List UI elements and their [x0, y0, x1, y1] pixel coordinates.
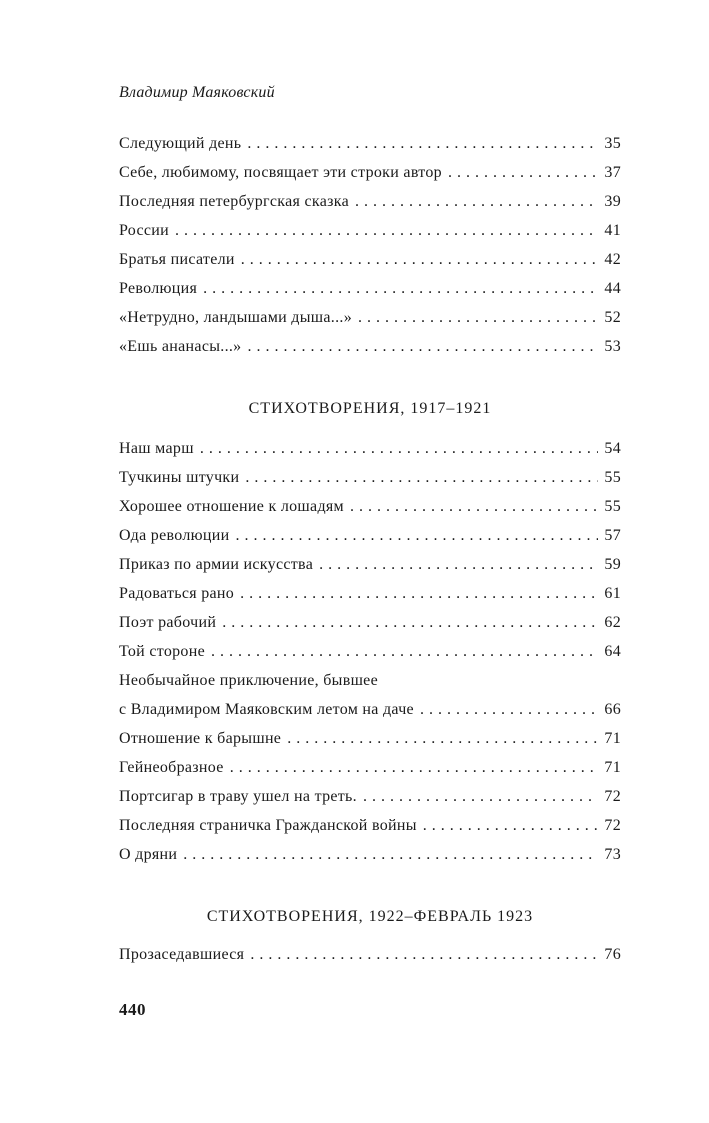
toc-entry[interactable] — [119, 788, 621, 817]
toc-entry-title: Портсигар в траву ушел на треть. — [119, 788, 357, 805]
dot-leader — [423, 817, 599, 835]
toc-entry[interactable] — [119, 164, 621, 193]
dot-leader — [247, 338, 598, 356]
dot-leader — [319, 556, 598, 574]
toc-entry-title: Гейнеобразное — [119, 759, 224, 776]
toc-group-3 — [119, 946, 621, 975]
toc-entry[interactable] — [119, 280, 621, 309]
toc-entry[interactable] — [119, 701, 621, 730]
toc-entry-page: 73 — [604, 846, 621, 863]
dot-leader — [363, 788, 598, 806]
toc-group-2 — [119, 440, 621, 875]
toc-entry[interactable] — [119, 498, 621, 527]
toc-entry-title: Революция — [119, 280, 198, 297]
dot-leader — [241, 251, 599, 269]
toc-entry-title: О дряни — [119, 846, 178, 863]
dot-leader — [211, 643, 598, 661]
dot-leader — [230, 759, 599, 777]
dot-leader — [240, 585, 598, 603]
toc-entry[interactable] — [119, 251, 621, 280]
toc-entry[interactable] — [119, 440, 621, 469]
toc-group-1 — [119, 135, 621, 367]
toc-entry-page: 44 — [604, 280, 621, 297]
dot-leader — [175, 222, 598, 240]
toc-entry-title: Радоваться рано — [119, 585, 235, 602]
toc-entry-page: 57 — [604, 527, 621, 544]
dot-leader — [200, 440, 599, 458]
toc-entry-title: Поэт рабочий — [119, 614, 217, 631]
dot-leader — [203, 280, 598, 298]
toc-entry[interactable] — [119, 585, 621, 614]
toc-entry-page: 66 — [604, 701, 621, 718]
toc-entry-title: Прозаседавшиеся — [119, 946, 245, 963]
toc-entry-page: 72 — [604, 788, 621, 805]
toc-entry-page: 64 — [604, 643, 621, 660]
toc-entry-title: «Ешь ананасы...» — [119, 338, 242, 355]
toc-entry-title: Необычайное приключение, бывшее — [119, 672, 378, 689]
toc-entry[interactable] — [119, 135, 621, 164]
toc-entry[interactable] — [119, 193, 621, 222]
toc-entry-page: 71 — [604, 730, 621, 747]
toc-entry-title: Наш марш — [119, 440, 194, 457]
toc-entry[interactable] — [119, 730, 621, 759]
toc-entry-page: 62 — [604, 614, 621, 631]
toc-entry-page: 54 — [604, 440, 621, 457]
toc-entry[interactable] — [119, 643, 621, 672]
toc-entry-title: Отношение к барышне — [119, 730, 282, 747]
toc-entry-page: 41 — [604, 222, 621, 239]
toc-entry-title: Последняя петербургская сказка — [119, 193, 349, 210]
dot-leader — [235, 527, 598, 545]
toc-entry[interactable] — [119, 222, 621, 251]
toc-entry-title: «Нетрудно, ландышами дыша...» — [119, 309, 352, 326]
toc-entry-page: 71 — [604, 759, 621, 776]
toc-entry[interactable] — [119, 614, 621, 643]
dot-leader — [247, 135, 598, 153]
toc-entry-page: 35 — [604, 135, 621, 152]
toc-entry-page: 72 — [604, 817, 621, 834]
toc-entry[interactable] — [119, 556, 621, 585]
toc-entry-page: 55 — [604, 498, 621, 515]
toc-entry-page: 59 — [604, 556, 621, 573]
section-heading-1922-1923: СТИХОТВОРЕНИЯ, 1922–ФЕВРАЛЬ 1923 — [206, 908, 534, 925]
dot-leader — [245, 469, 598, 487]
toc-entry-page: 53 — [604, 338, 621, 355]
dot-leader — [358, 309, 598, 327]
page-number: 440 — [119, 1000, 146, 1019]
toc-entry-page: 52 — [604, 309, 621, 326]
toc-entry[interactable] — [119, 946, 621, 975]
toc-entry-page: 61 — [604, 585, 621, 602]
toc-entry-title: Приказ по армии искусства — [119, 556, 314, 573]
toc-entry[interactable] — [119, 469, 621, 498]
toc-entry[interactable] — [119, 527, 621, 556]
toc-entry[interactable] — [119, 309, 621, 338]
toc-entry-title: Себе, любимому, посвящает эти строки автор — [119, 164, 442, 181]
dot-leader — [355, 193, 598, 211]
dot-leader — [448, 164, 598, 182]
toc-entry-page: 42 — [604, 251, 621, 268]
dot-leader — [350, 498, 598, 516]
toc-entry-page: 39 — [604, 193, 621, 210]
toc-entry-page: 76 — [604, 946, 621, 963]
toc-entry-first-line[interactable] — [119, 672, 621, 701]
dot-leader — [287, 730, 598, 748]
toc-entry-page: 37 — [604, 164, 621, 181]
toc-entry-title: России — [119, 222, 170, 239]
dot-leader — [183, 846, 598, 864]
toc-entry[interactable] — [119, 846, 621, 875]
toc-entry-title: с Владимиром Маяковским летом на даче — [119, 701, 414, 718]
toc-entry-page: 55 — [604, 469, 621, 486]
running-header-author: Владимир Маяковский — [119, 84, 275, 101]
toc-entry-title: Последняя страничка Гражданской войны — [119, 817, 417, 834]
toc-entry[interactable] — [119, 759, 621, 788]
toc-entry-title: Тучкины штучки — [119, 469, 240, 486]
toc-entry-title: Ода революции — [119, 527, 230, 544]
dot-leader — [250, 946, 598, 964]
section-heading-1917-1921: СТИХОТВОРЕНИЯ, 1917–1921 — [248, 400, 492, 417]
toc-entry[interactable] — [119, 817, 621, 846]
dot-leader — [222, 614, 598, 632]
toc-entry-title: Следующий день — [119, 135, 242, 152]
toc-entry-title: Братья писатели — [119, 251, 235, 268]
toc-entry-title: Той стороне — [119, 643, 205, 660]
toc-entry[interactable] — [119, 338, 621, 367]
dot-leader — [420, 701, 598, 719]
toc-entry-title: Хорошее отношение к лошадям — [119, 498, 344, 515]
